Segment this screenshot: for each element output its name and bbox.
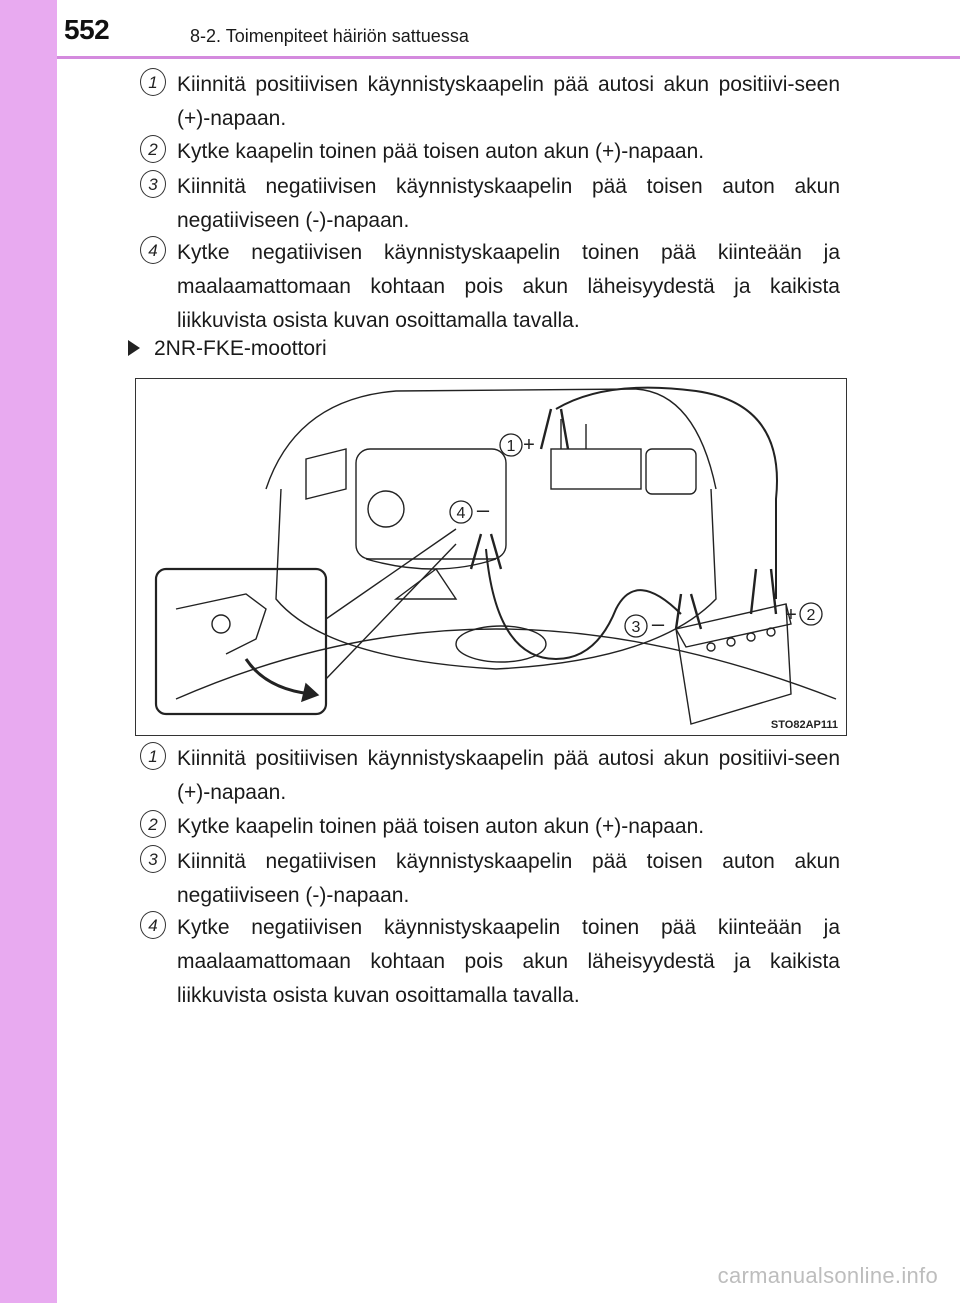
negative-cable [486,549,681,659]
page-number: 552 [64,14,110,45]
step-number: 4 [140,911,166,939]
step-number: 1 [140,68,166,96]
engine-bay-drawing [136,379,847,736]
step-number: 1 [140,742,166,770]
header-divider [57,56,960,59]
own-battery [551,449,641,489]
step-text: Kytke negatiivisen käynnistyskaapelin toinen pää kiinteään ja maalaamattomaan kohtaan pois akun läheisyydestä ja kaikista liikkuvista osista kuvan osoittamalla tavalla. [177,916,840,1007]
oil-cap [368,491,404,527]
step-number: 3 [140,170,166,198]
positive-cable [556,388,777,599]
triangle-bullet-icon [128,340,140,356]
watermark: carmanualsonline.info [717,1263,938,1288]
hood-outline [266,389,716,489]
side-color-strip [0,0,57,1303]
plus-sign: + [523,434,535,456]
step-text: Kiinnitä positiivisen käynnistyskaapelin pää autosi akun positiivi-seen (+)-napaan. [177,73,840,130]
emblem-shape [456,626,546,662]
minus-sign: – [476,497,490,522]
callout-3: 3 [631,619,641,636]
step-text: Kiinnitä positiivisen käynnistyskaapelin pää autosi akun positiivi-seen (+)-napaan. [177,747,840,804]
step-text: Kiinnitä negatiivisen käynnistyskaapelin pää toisen auton akun negatiiviseen (-)-napaan. [177,175,840,232]
engine-bay-outline [276,489,716,669]
engine-subheading [128,337,327,361]
step-number: 4 [140,236,166,264]
callout-1: 1 [506,438,516,455]
step-number: 2 [140,135,166,163]
ground-arrow [246,659,311,694]
bumper-line [176,629,836,699]
step-number: 3 [140,845,166,873]
callout-2: 2 [806,607,816,624]
step-text: Kytke kaapelin toinen pää toisen auton akun (+)-napaan. [177,140,705,163]
step-text: Kytke negatiivisen käynnistyskaapelin toinen pää kiinteään ja maalaamattomaan kohtaan pois akun läheisyydestä ja kaikista liikkuvista osista kuvan osoittamalla tavalla. [177,241,840,332]
figure-code: STO82AP111 [770,719,838,731]
callout-4: 4 [456,505,466,522]
step-text: Kiinnitä negatiivisen käynnistyskaapelin pää toisen auton akun negatiiviseen (-)-napaan. [177,850,840,907]
step-number: 2 [140,810,166,838]
step-text: Kytke kaapelin toinen pää toisen auton akun (+)-napaan. [177,815,705,838]
subheading-text: 2NR-FKE-moottori [154,337,327,360]
section-title: 8-2. Toimenpiteet häiriön sattuessa [190,26,469,46]
minus-sign: – [651,611,665,636]
plus-sign: + [785,604,797,626]
jump-start-illustration [135,378,847,736]
